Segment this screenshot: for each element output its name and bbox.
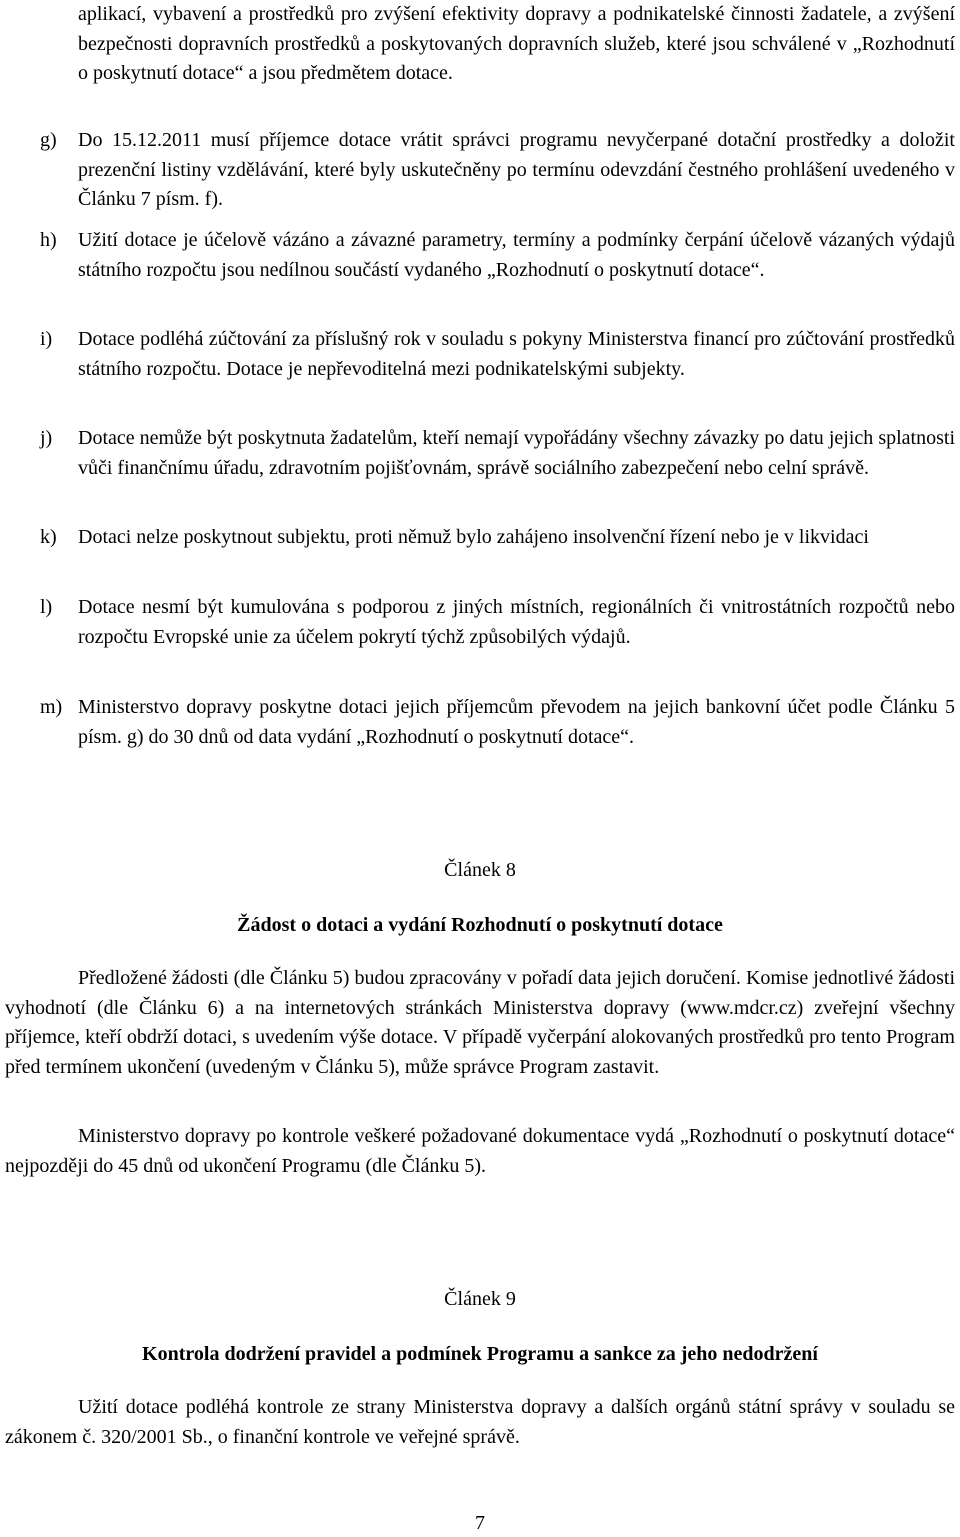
list-item-i — [40, 325, 955, 384]
list-item-text: Dotace nemůže být poskytnuta žadatelům, kteří nemají vypořádány všechny závazky po datu jejich splatnosti vůči finančnímu úřadu, zdravotním pojišťovnám, správě sociálního zabezpečení nebo celní správě. — [78, 427, 955, 479]
list-item-label: l) — [40, 596, 53, 618]
list-item-label: g) — [40, 129, 57, 151]
list-item-text: Ministerstvo dopravy poskytne dotaci jejich příjemcům převodem na jejich bankovní účet podle Článku 5 písm. g) do 30 dnů od data vydání „Rozhodnutí o poskytnutí dotace“. — [78, 696, 955, 748]
article-9-title: Kontrola dodržení pravidel a podmínek Programu a sankce za jeho nedodržení — [142, 1343, 818, 1365]
paragraph-text: Předložené žádosti (dle Článku 5) budou zpracovány v pořadí data jejich doručení. Komise jednotlivé žádosti vyhodnotí (dle Článku 6) a na internetových stránkách Ministerstva dopravy (www.mdcr.cz) zveřejní všechny příjemce, kteří obdrží dotaci, s uvedením výše dotace. V případě vyčerpání alokovaných prostředků pro tento Program před termínem ukončení (uvedeným v Článku 5), může správce Program zastavit. — [5, 967, 955, 1078]
list-item-text: Do 15.12.2011 musí příjemce dotace vrátit správci programu nevyčerpané dotační prostředky a doložit prezenční listiny vzdělávání, které byly uskutečněny po termínu odevzdání čestného prohlášení uvedeného v Článku 7 písm. f). — [78, 129, 955, 210]
list-item-g — [40, 126, 955, 215]
list-item-l — [40, 593, 955, 652]
list-item-text: Dotace nesmí být kumulována s podporou z jiných místních, regionálních či vnitrostátních rozpočtů nebo rozpočtu Evropské unie za účelem pokrytí týchž způsobilých výdajů. — [78, 596, 955, 648]
paragraph-text: Užití dotace podléhá kontrole ze strany Ministerstva dopravy a dalších orgánů státní správy v souladu se zákonem č. 320/2001 Sb., o finanční kontrole ve veřejné správě. — [5, 1396, 955, 1448]
article-8-heading: Článek 8 — [444, 859, 516, 881]
list-item-label: k) — [40, 526, 57, 548]
paragraph-text: Ministerstvo dopravy po kontrole veškeré požadované dokumentace vydá „Rozhodnutí o poskytnutí dotace“ nejpozději do 45 dnů od ukončení Programu (dle Článku 5). — [5, 1125, 955, 1177]
article-9-paragraph-1 — [5, 1393, 955, 1452]
list-item-text: Dotaci nelze poskytnout subjektu, proti němuž bylo zahájeno insolvenční řízení nebo je v likvidaci — [78, 526, 869, 548]
list-item-j — [40, 424, 955, 483]
list-item-k — [40, 523, 955, 553]
list-item-h — [40, 226, 955, 285]
list-item-label: i) — [40, 328, 53, 350]
list-item-text: Užití dotace je účelově vázáno a závazné parametry, termíny a podmínky čerpání účelově vázaných výdajů státního rozpočtu jsou nedílnou součástí vydaného „Rozhodnutí o poskytnutí dotace“. — [78, 229, 955, 281]
list-item-text: Dotace podléhá zúčtování za příslušný rok v souladu s pokyny Ministerstva financí pro zúčtování prostředků státního rozpočtu. Dotace je nepřevoditelná mezi podnikatelskými subjekty. — [78, 328, 955, 380]
list-item-label: h) — [40, 229, 57, 251]
page-number: 7 — [475, 1512, 485, 1534]
article-8-paragraph-2 — [5, 1122, 955, 1181]
list-item-label: m) — [40, 696, 63, 718]
article-8-title: Žádost o dotaci a vydání Rozhodnutí o poskytnutí dotace — [237, 914, 723, 936]
continuation-paragraph: aplikací, vybavení a prostředků pro zvýšení efektivity dopravy a podnikatelské činnosti žadatele, a zvýšení bezpečnosti dopravních prostředků a poskytovaných dopravních služeb, které jsou schválené v „Rozhodnutí o poskytnutí dotace“ a jsou předmětem dotace. — [78, 3, 955, 84]
list-item-m — [40, 693, 955, 752]
list-item-label: j) — [40, 427, 53, 449]
article-8-paragraph-1 — [5, 964, 955, 1082]
article-9-heading: Článek 9 — [444, 1288, 516, 1310]
